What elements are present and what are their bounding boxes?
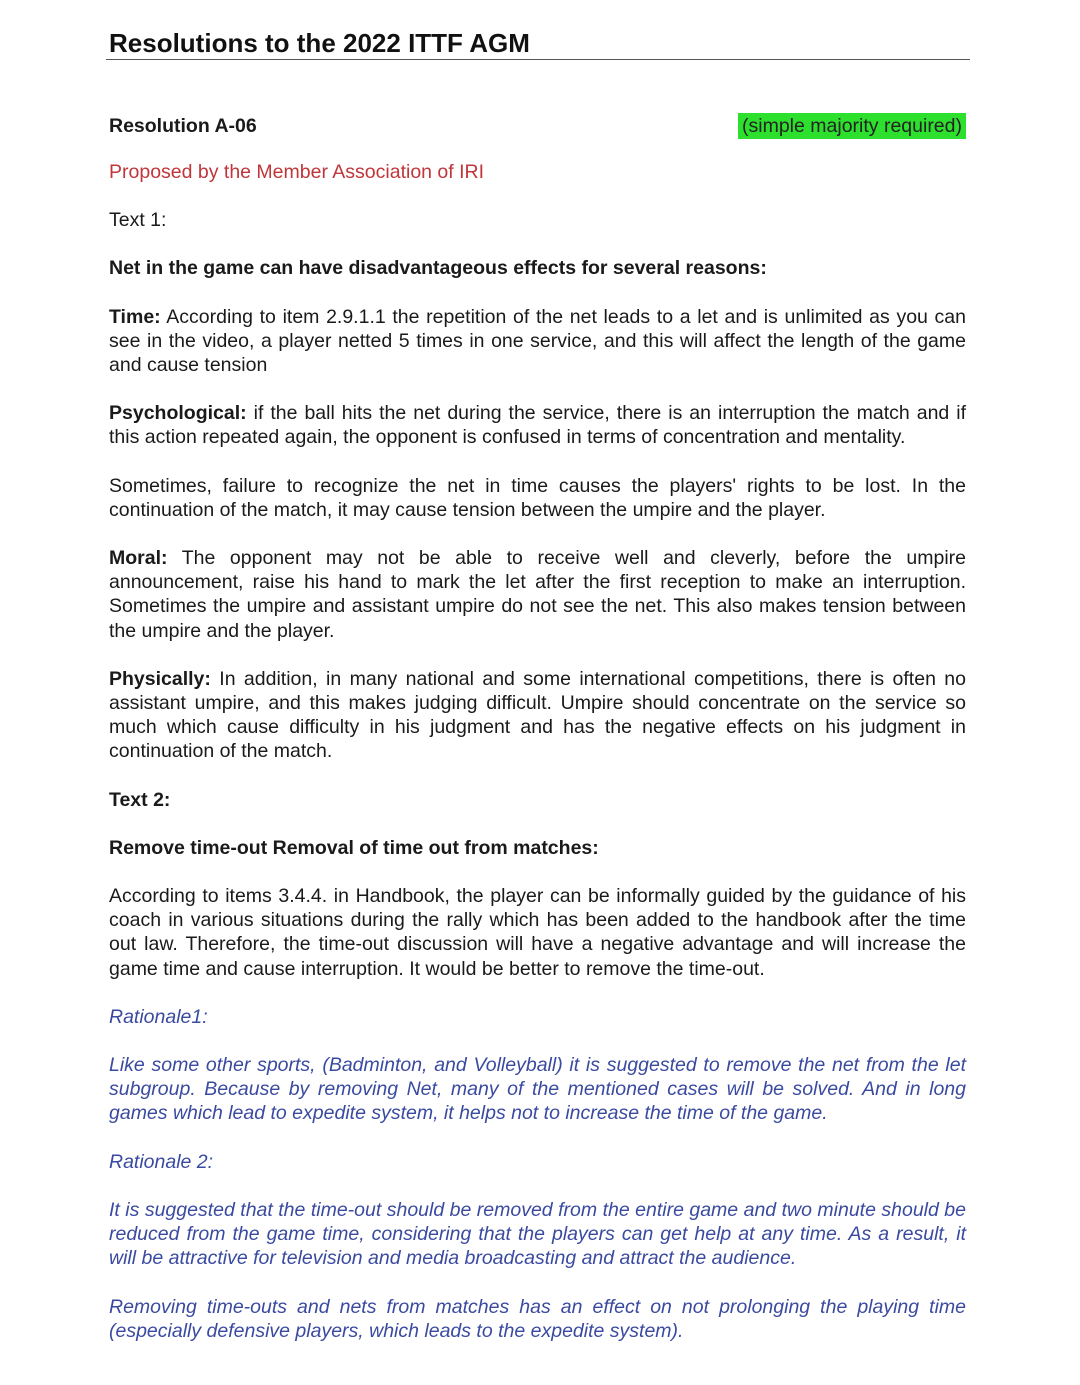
rationale2-label: Rationale 2: xyxy=(109,1150,214,1173)
psychological-label: Psychological: xyxy=(109,402,247,425)
sometimes-paragraph: Sometimes, failure to recognize the net in time causes the players' rights to be lost. In the continuation of the match, it may cause tension between the umpire and the player. xyxy=(109,474,966,521)
timeout-paragraph: According to items 3.4.4. in Handbook, the player can be informally guided by the guidance of his coach in various situations during the rally which has been added to the handbook after the time out law. Therefore, the time-out discussion will have a negative advantage and will increase the game time and cause interruption. It would be better to remove the time-out. xyxy=(109,885,966,980)
rationale2-body: It is suggested that the time-out should be removed from the entire game and two minute should be reduced from the game time, considering that the players can get help at any time. As a result, it will be attractive for television and media broadcasting and attract the audience. xyxy=(109,1198,966,1270)
document-body xyxy=(109,112,966,1343)
moral-paragraph xyxy=(109,546,966,643)
text2-heading: Text 2: xyxy=(109,788,171,811)
time-paragraph xyxy=(109,305,966,378)
resolution-id: Resolution A-06 xyxy=(109,114,257,137)
rationale1-body: Like some other sports, (Badminton, and Volleyball) it is suggested to remove the net from the let subgroup. Because by removing Net, many of the mentioned cases will be solved. And in long games which lead to expedite system, it helps not to increase the time of the game. xyxy=(109,1054,966,1125)
removing-paragraph: Removing time-outs and nets from matches has an effect on not prolonging the playing time (especially defensive players, which leads to the expedite system). xyxy=(109,1295,966,1342)
net-heading: Net in the game can have disadvantageous effects for several reasons: xyxy=(109,257,767,280)
physically-label: Physically: xyxy=(109,667,211,690)
time-body: According to item 2.9.1.1 the repetition of the net leads to a let and is unlimited as you can see in the video, a player netted 5 times in one service, and this will affect the length of the game and cause tension xyxy=(109,305,966,377)
majority-badge: (simple majority required) xyxy=(738,113,966,139)
physically-body: In addition, in many national and some international competitions, there is often no assistant umpire, and this makes judging difficult. Umpire should concentrate on the service so much which cause difficulty in his judgment and has the negative effects on his judgment in continuation of the match. xyxy=(109,667,966,763)
moral-body: The opponent may not be able to receive well and cleverly, before the umpire announcement, raise his hand to mark the let after the first reception to make an interruption. Sometimes the umpire and assistant umpire do not see the net. This also makes tension between the umpire and the player. xyxy=(109,547,966,642)
rationale1-label: Rationale1: xyxy=(109,1005,208,1028)
title-divider xyxy=(106,59,970,60)
psychological-paragraph xyxy=(109,401,966,449)
document-title: Resolutions to the 2022 ITTF AGM xyxy=(109,28,530,58)
resolution-header xyxy=(109,112,966,140)
proposed-by: Proposed by the Member Association of IRI xyxy=(109,161,485,183)
psychological-body: if the ball hits the net during the service, there is an interruption the match and if this action repeated again, the opponent is confused in terms of concentration and mentality. xyxy=(109,402,966,449)
time-label: Time: xyxy=(109,305,161,328)
moral-label: Moral: xyxy=(109,547,168,570)
text1-heading: Text 1: xyxy=(109,209,167,232)
timeout-heading: Remove time-out Removal of time out from matches: xyxy=(109,836,599,859)
physically-paragraph xyxy=(109,667,966,764)
